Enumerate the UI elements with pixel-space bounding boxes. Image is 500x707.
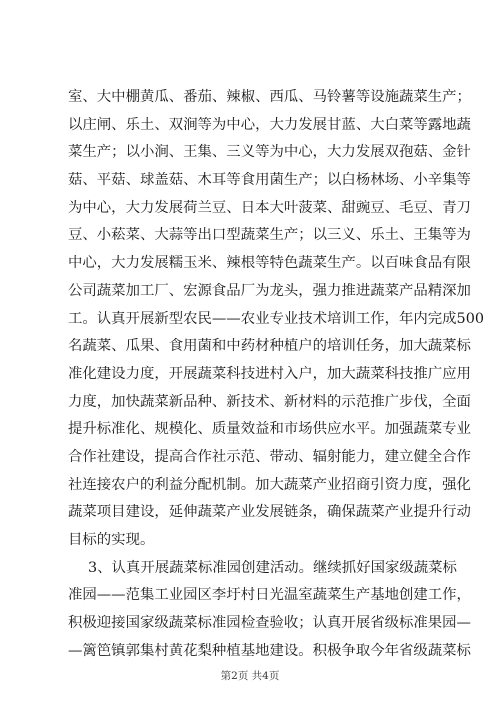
text-line: 目标的实现。 — [68, 532, 155, 548]
text-line: 菇、平菇、球盖菇、木耳等食用菌生产；以白杨林场、小辛集等 — [68, 172, 471, 189]
text-line: —篱笆镇郭集村黄花梨种植基地建设。积极争取今年省级蔬菜标 — [68, 642, 471, 659]
section-heading-line: 3、认真开展蔬菜标准园创建活动。继续抓好国家级蔬菜标 — [88, 559, 457, 576]
text-line: 提升标准化、规模化、质量效益和市场供应水平。加强蔬菜专业 — [68, 421, 471, 438]
text-line: 公司蔬菜加工厂、宏源食品厂为龙头，强力推进蔬菜产品精深加 — [68, 282, 471, 299]
text-line: 名蔬菜、瓜果、食用菌和中药材种植户的培训任务，加大蔬菜标 — [68, 338, 471, 355]
text-line: 准化建设力度，开展蔬菜科技进村入户，加大蔬菜科技推广应用 — [68, 365, 471, 382]
text-line: 以庄闸、乐土、双涧等为中心，大力发展甘蓝、大白菜等露地蔬 — [68, 116, 471, 133]
text-line: 准园——范集工业园区李圩村日光温室蔬菜生产基地创建工作， — [68, 587, 471, 604]
text-line: 中心，大力发展糯玉米、辣根等特色蔬菜生产。以百味食品有限 — [68, 255, 471, 272]
text-line: 社连接农户的利益分配机制。加大蔬菜产业招商引资力度，强化 — [68, 476, 471, 493]
text-line: 工。认真开展新型农民——农业专业技术培训工作，年内完成500 — [68, 310, 485, 327]
text-line: 菜生产；以小涧、王集、三义等为中心，大力发展双孢菇、金针 — [68, 144, 471, 161]
text-line: 蔬菜项目建设，延伸蔬菜产业发展链条，确保蔬菜产业提升行动 — [68, 504, 471, 521]
text-line: 力度，加快蔬菜新品种、新技术、新材料的示范推广步伐，全面 — [68, 393, 471, 410]
text-line: 积极迎接国家级蔬菜标准园检查验收；认真开展省级标准果园— — [68, 615, 471, 632]
document-body — [68, 84, 485, 665]
text-line: 为中心，大力发展荷兰豆、日本大叶菠菜、甜豌豆、毛豆、青刀 — [68, 199, 471, 216]
text-line: 合作社建设，提高合作社示范、带动、辐射能力，建立健全合作 — [68, 448, 471, 465]
text-line: 豆、小菘菜、大蒜等出口型蔬菜生产；以三义、乐土、王集等为 — [68, 227, 471, 244]
page-footer: 第2页 共4页 — [220, 670, 280, 682]
text-line: 室、大中棚黄瓜、番茄、辣椒、西瓜、马铃薯等设施蔬菜生产； — [68, 89, 471, 105]
